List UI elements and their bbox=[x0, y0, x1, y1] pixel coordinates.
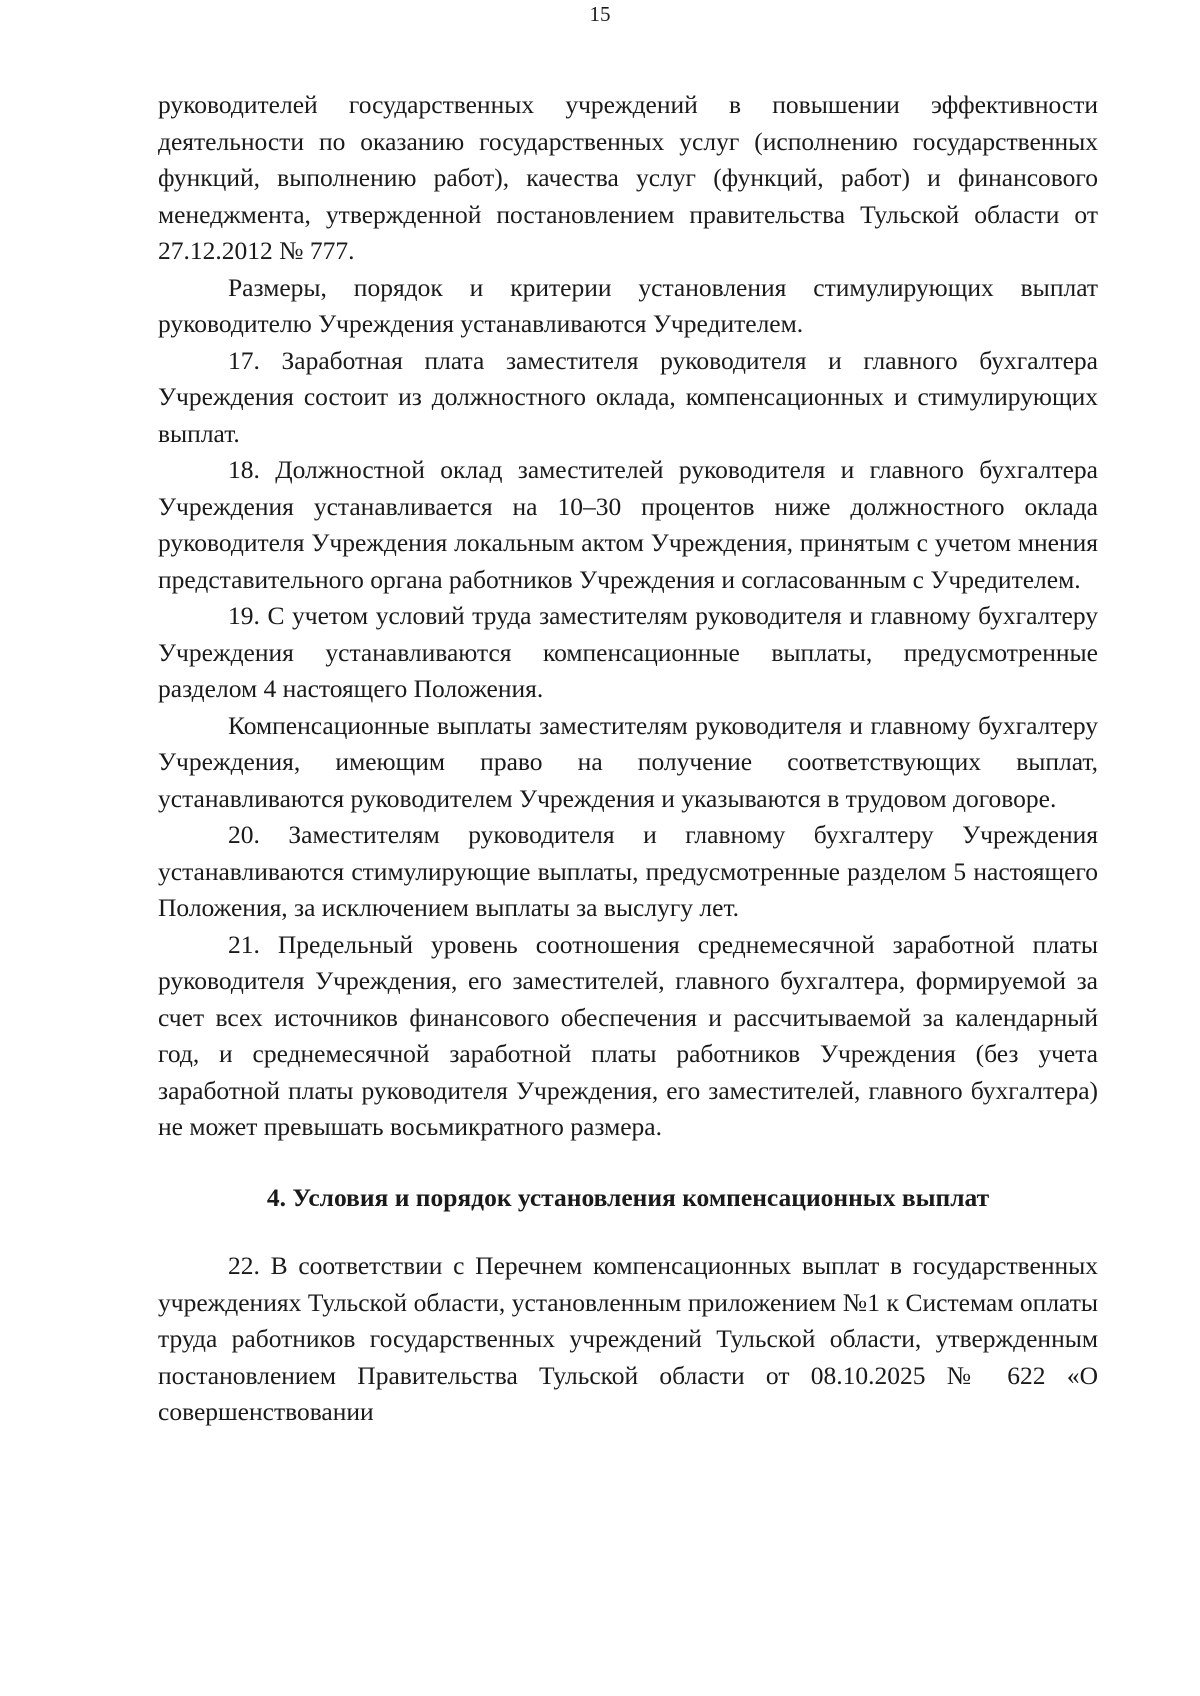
section-heading: 4. Условия и порядок установления компенсационных выплат bbox=[266, 1182, 990, 1212]
paragraph-20: 20. Заместителям руководителя и главному бухгалтеру Учреждения устанавливаются стимулирующие выплаты, предусмотренные разделом 5 настоящего Положения, за исключением выплаты за выслугу лет. bbox=[158, 820, 1098, 922]
document-body bbox=[158, 87, 1098, 1431]
paragraph-continuation: руководителей государственных учреждений в повышении эффективности деятельности по оказанию государственных услуг (исполнению государственных функций, выполнению работ), качества услуг (функций, работ) и финансового менеджмента, утвержденной постановлением правительства Тульской области от 27.12.2012 № 777. bbox=[158, 90, 1098, 265]
paragraph-incentive-sizes: Размеры, порядок и критерии установления стимулирующих выплат руководителю Учреждения устанавливаются Учредителем. bbox=[158, 272, 1098, 338]
paragraph-17: 17. Заработная плата заместителя руководителя и главного бухгалтера Учреждения состоит из должностного оклада, компенсационных и стимулирующих выплат. bbox=[158, 345, 1098, 448]
paragraph-21: 21. Предельный уровень соотношения среднемесячной заработной платы руководителя Учреждения, его заместителей, главного бухгалтера, формируемой за счет всех источников финансового обеспечения и рассчитываемой за календарный год, и среднемесячной заработной платы работников Учреждения (без учета заработной платы руководителя Учреждения, его заместителей, главного бухгалтера) не может превышать восьмикратного размера. bbox=[158, 929, 1098, 1141]
paragraph-compensation-payments: Компенсационные выплаты заместителям руководителя и главному бухгалтеру Учреждения, имеющим право на получение соответствующих выплат, устанавливаются руководителем Учреждения и указываются в трудовом договоре. bbox=[158, 710, 1098, 813]
paragraph-18: 18. Должностной оклад заместителей руководителя и главного бухгалтера Учреждения устанавливается на 10–30 процентов ниже должностного оклада руководителя Учреждения локальным актом Учреждения, принятым с учетом мнения представительного органа работников Учреждения и согласованным с Учредителем. bbox=[158, 455, 1098, 594]
paragraph-19: 19. С учетом условий труда заместителям руководителя и главному бухгалтеру Учреждения устанавливаются компенсационные выплаты, предусмотренные разделом 4 настоящего Положения. bbox=[158, 601, 1098, 703]
page-number: 15 bbox=[589, 2, 611, 26]
paragraph-22: 22. В соответствии с Перечнем компенсационных выплат в государственных учреждениях Тульской области, установленным приложением №1 к Системам оплаты труда работников государственных учреждений Тульской области, утвержденным постановлением Правительства Тульской области от 08.10.2025 № 622 «О совершенствовании bbox=[158, 1251, 1098, 1426]
